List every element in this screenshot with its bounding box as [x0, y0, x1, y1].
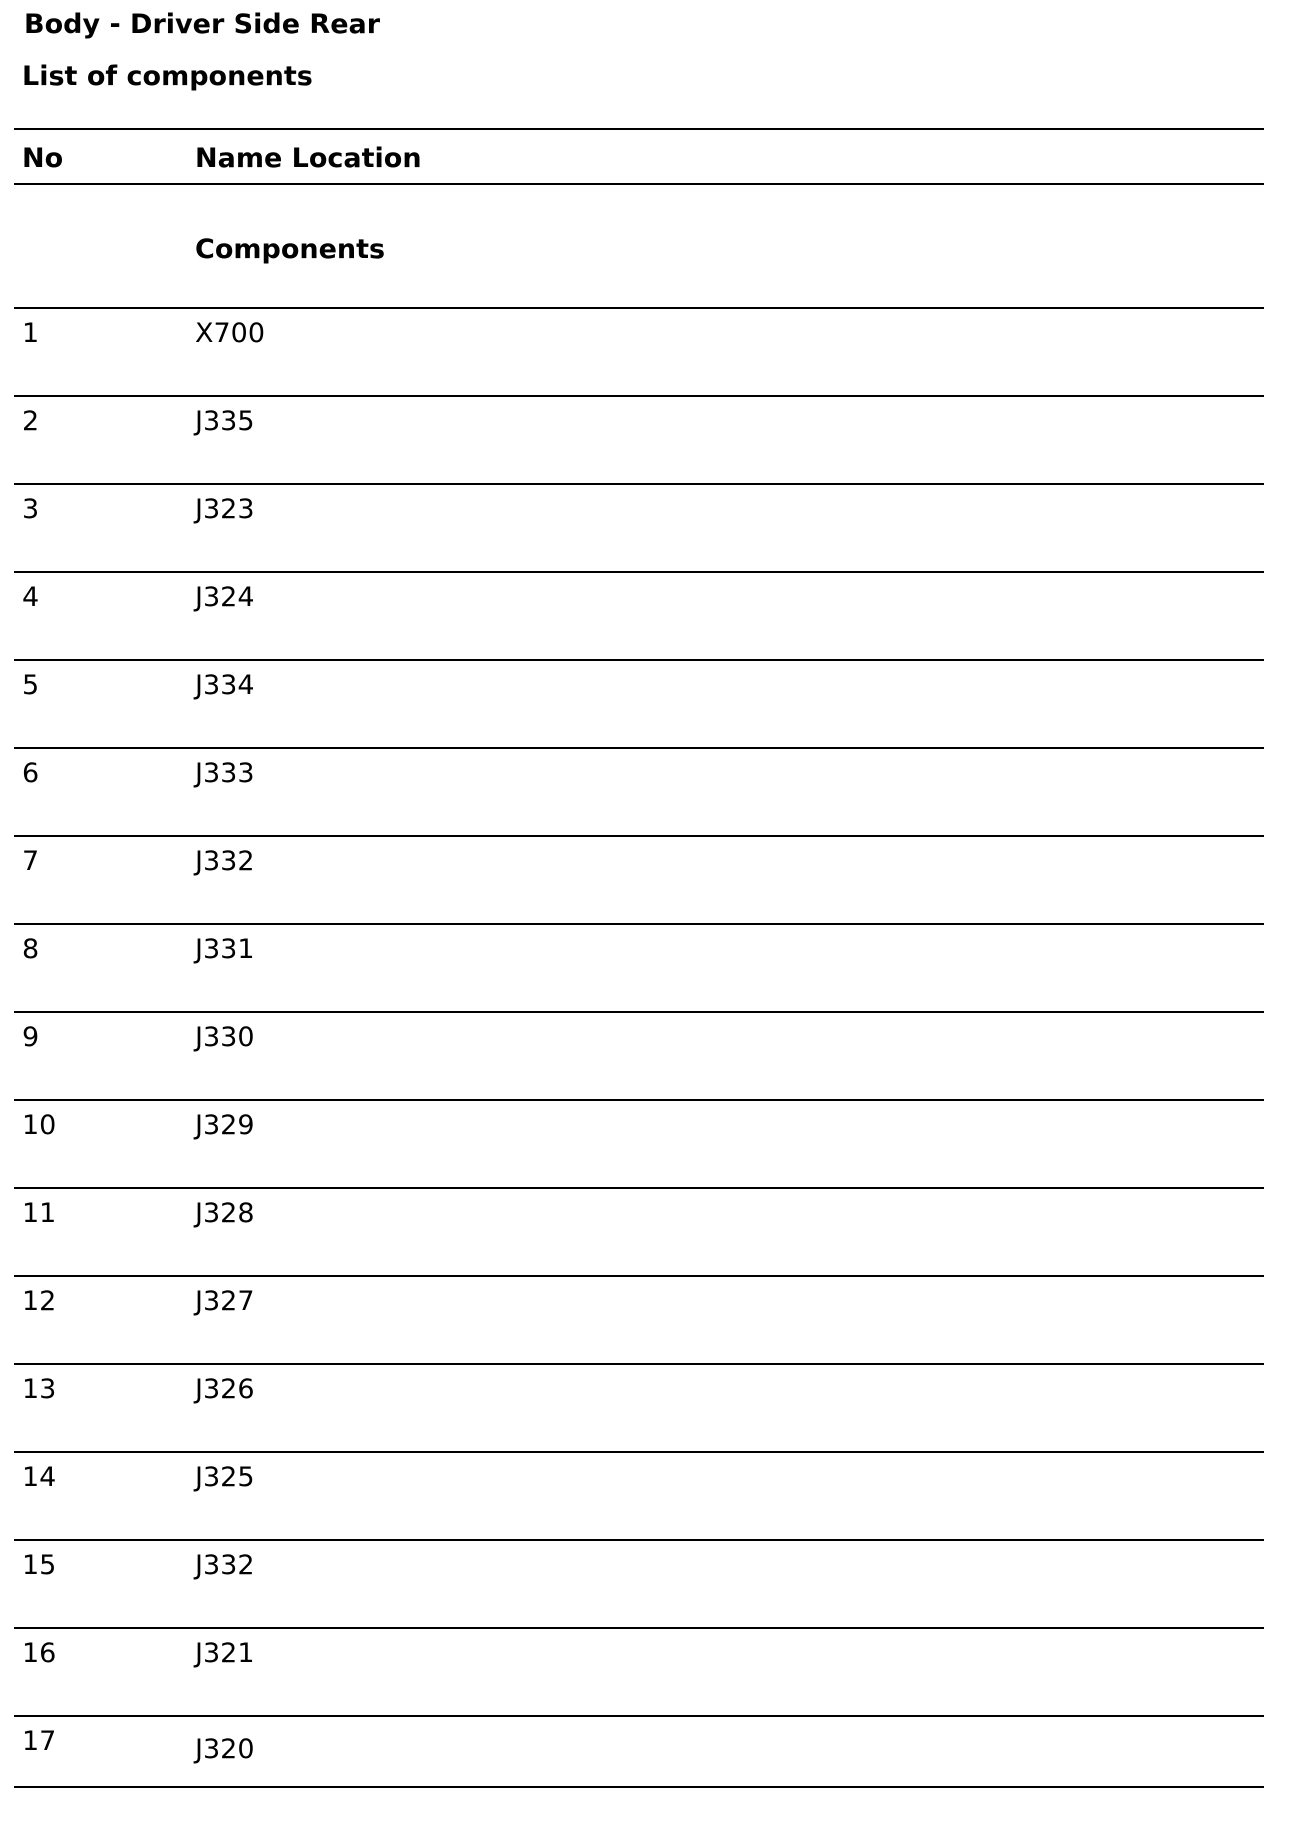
column-header-no: No	[22, 143, 64, 174]
row-component-name: J320	[195, 1734, 255, 1765]
row-divider	[14, 1627, 1264, 1629]
row-component-name: J321	[195, 1638, 255, 1669]
row-component-name: J332	[195, 846, 255, 877]
section-bottom-rule	[14, 307, 1264, 309]
row-number: 11	[22, 1198, 57, 1229]
row-divider	[14, 659, 1264, 661]
row-component-name: J325	[195, 1462, 255, 1493]
row-component-name: J327	[195, 1286, 255, 1317]
row-component-name: J323	[195, 494, 255, 525]
row-component-name: J334	[195, 670, 255, 701]
document-subtitle: List of components	[22, 61, 313, 92]
row-number: 6	[22, 758, 40, 789]
row-number: 3	[22, 494, 40, 525]
row-divider	[14, 923, 1264, 925]
row-divider	[14, 1187, 1264, 1189]
row-number: 1	[22, 318, 40, 349]
row-divider	[14, 483, 1264, 485]
document-title: Body - Driver Side Rear	[24, 9, 381, 40]
row-component-name: J331	[195, 934, 255, 965]
row-divider	[14, 1099, 1264, 1101]
row-number: 14	[22, 1462, 57, 1493]
row-divider	[14, 395, 1264, 397]
row-divider	[14, 571, 1264, 573]
row-number: 2	[22, 406, 40, 437]
row-component-name: J326	[195, 1374, 255, 1405]
row-divider	[14, 835, 1264, 837]
row-divider	[14, 1363, 1264, 1365]
row-number: 4	[22, 582, 40, 613]
row-number: 15	[22, 1550, 57, 1581]
row-component-name: J332	[195, 1550, 255, 1581]
row-number: 12	[22, 1286, 57, 1317]
row-component-name: J328	[195, 1198, 255, 1229]
row-divider	[14, 747, 1264, 749]
row-number: 17	[22, 1726, 57, 1757]
row-component-name: J335	[195, 406, 255, 437]
row-number: 8	[22, 934, 40, 965]
row-component-name: J329	[195, 1110, 255, 1141]
row-component-name: X700	[195, 318, 266, 349]
row-component-name: J330	[195, 1022, 255, 1053]
row-component-name: J333	[195, 758, 255, 789]
row-divider	[14, 1786, 1264, 1788]
row-number: 7	[22, 846, 40, 877]
row-number: 5	[22, 670, 40, 701]
row-number: 13	[22, 1374, 57, 1405]
column-header-name-location: Name Location	[195, 143, 422, 174]
row-number: 10	[22, 1110, 57, 1141]
row-number: 16	[22, 1638, 57, 1669]
header-bottom-rule	[14, 183, 1264, 185]
row-component-name: J324	[195, 582, 255, 613]
table-top-rule	[14, 128, 1264, 130]
row-divider	[14, 1539, 1264, 1541]
section-label-components: Components	[195, 234, 386, 265]
row-divider	[14, 1451, 1264, 1453]
row-number: 9	[22, 1022, 40, 1053]
row-divider	[14, 1011, 1264, 1013]
row-divider	[14, 1715, 1264, 1717]
row-divider	[14, 1275, 1264, 1277]
